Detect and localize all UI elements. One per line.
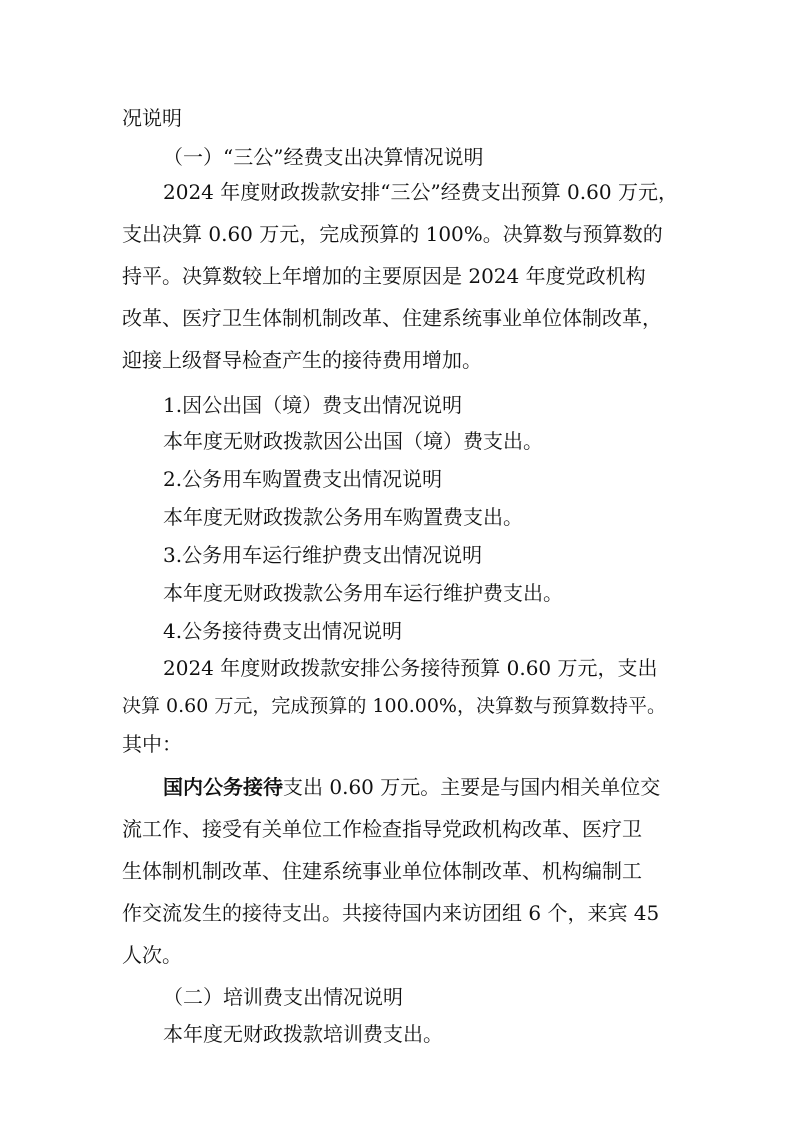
domestic-reception-line-5: 人次。 <box>122 943 182 967</box>
section2-title: （二）培训费支出情况说明 <box>163 985 403 1009</box>
section1-summary-line-5: 迎接上级督导检查产生的接待费用增加。 <box>122 348 482 372</box>
section1-title: （一）“三公”经费支出决算情况说明 <box>163 145 484 169</box>
domestic-reception-line-4: 作交流发生的接待支出。共接待国内来访团组 6 个，来宾 45 <box>122 901 660 925</box>
heading-tail: 况说明 <box>122 106 182 130</box>
item2-text: 本年度无财政拨款公务用车购置费支出。 <box>163 505 523 529</box>
item4-line-1: 2024 年度财政拨款安排公务接待预算 0.60 万元，支出 <box>163 656 658 680</box>
domestic-reception-line-3: 生体制机制改革、住建系统事业单位体制改革、机构编制工 <box>122 859 642 883</box>
domestic-reception-label: 国内公务接待 <box>163 775 283 799</box>
item1-title: 1.因公出国（境）费支出情况说明 <box>163 393 463 417</box>
section1-summary-line-3: 持平。决算数较上年增加的主要原因是 2024 年度党政机构 <box>122 264 646 288</box>
item4-line-3: 其中： <box>122 732 182 756</box>
domestic-reception-line-1-rest: 支出 0.60 万元。主要是与国内相关单位交 <box>283 775 661 799</box>
item4-title: 4.公务接待费支出情况说明 <box>163 619 403 643</box>
section1-summary-line-1: 2024 年度财政拨款安排“三公”经费支出预算 0.60 万元， <box>163 180 678 204</box>
domestic-reception-line-1 <box>163 773 660 801</box>
item1-text: 本年度无财政拨款因公出国（境）费支出。 <box>163 429 543 453</box>
item3-title: 3.公务用车运行维护费支出情况说明 <box>163 543 483 567</box>
section1-summary-line-2: 支出决算 0.60 万元，完成预算的 100%。决算数与预算数的 <box>122 222 663 246</box>
item2-title: 2.公务用车购置费支出情况说明 <box>163 467 443 491</box>
section2-text: 本年度无财政拨款培训费支出。 <box>163 1022 443 1046</box>
item4-line-2: 决算 0.60 万元，完成预算的 100.00%，决算数与预算数持平。 <box>122 695 666 717</box>
section1-summary-line-4: 改革、医疗卫生体制机制改革、住建系统事业单位体制改革， <box>122 306 662 330</box>
item3-text: 本年度无财政拨款公务用车运行维护费支出。 <box>163 581 563 605</box>
domestic-reception-line-2: 流工作、接受有关单位工作检查指导党政机构改革、医疗卫 <box>122 817 642 841</box>
